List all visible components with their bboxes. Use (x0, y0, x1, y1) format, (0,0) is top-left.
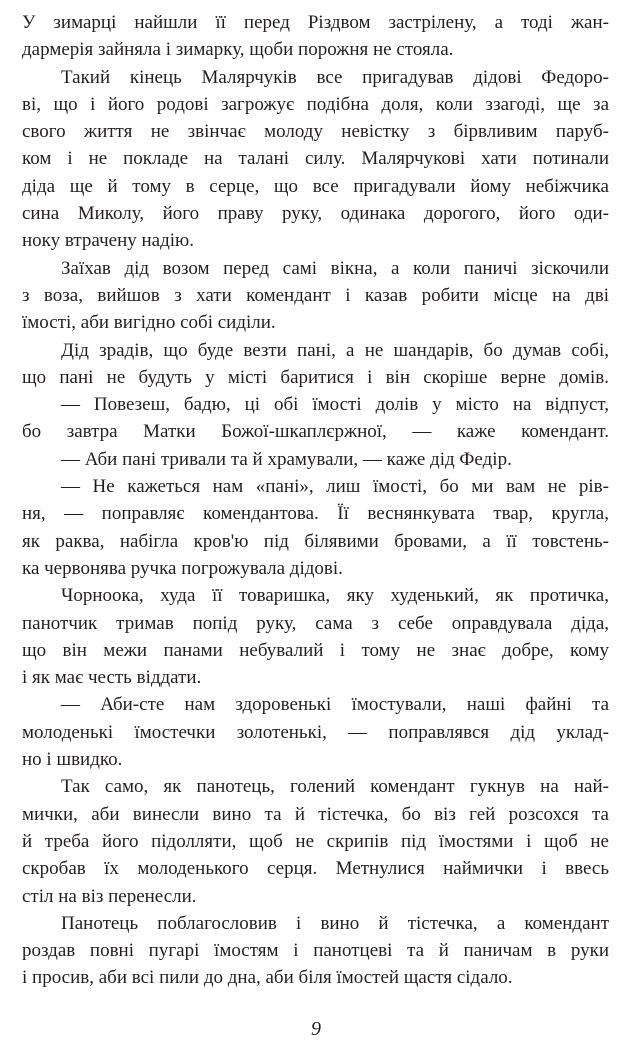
paragraph-6 (22, 446, 609, 473)
text-line: — Повезеш, бадю, ці обі їмості долів у місто на відпуст, (61, 394, 609, 416)
text-line: — Не кажеться нам «пані», лиш їмості, бо ми вам не рів- (61, 476, 609, 498)
text-line: як раква, набігла кров'ю під білявими бровами, а її товстень- (22, 530, 609, 552)
text-line: панотчик тримав попід руку, сама з себе оправдувала діда, (22, 612, 609, 634)
text-line: роздав повні пугарі їмостям і панотцеві та й паничам в руки (22, 940, 609, 962)
text-line: мички, аби винесли вино та й тістечка, бо віз гей розсохся та (22, 803, 609, 825)
paragraph-5 (22, 391, 609, 446)
text-line: Дід зрадів, що буде везти пані, а не шандарів, бо думав собі, (61, 339, 609, 361)
text-line: сина Миколу, його праву руку, одинака дорогого, його оди- (22, 203, 609, 225)
text-line: й треба його підолляти, щоб не скрипів під їмостями і щоб не (22, 830, 609, 852)
text-line: ня, — поправляє комендантова. Її веснянкувата твар, кругла, (22, 503, 609, 525)
text-line: з воза, вийшов з хати комендант і казав робити місце на дві (22, 284, 609, 306)
text-line: Так само, як панотець, голений комендант гукнув на най- (61, 776, 609, 798)
paragraph-7 (22, 473, 609, 582)
text-line: Панотець поблагословив і вино й тістечка, а комендант (61, 912, 609, 934)
paragraph-2 (22, 64, 609, 255)
paragraph-10 (22, 773, 609, 909)
text-line: но і швидко. (22, 749, 123, 771)
paragraph-4 (22, 337, 609, 392)
paragraph-8 (22, 582, 609, 691)
text-line: ві, що і його родові загрожує подібна доля, коли ззагоді, ще за (22, 93, 609, 115)
text-line: скробав їх молоденького серця. Метнулися наймички і ввесь (22, 858, 609, 880)
body-text (22, 9, 609, 992)
text-line: стіл на віз перенесли. (22, 885, 197, 907)
page-number: 9 (311, 1018, 321, 1040)
text-line: Чорноока, худа її товаришка, яку худенький, як протичка, (61, 585, 609, 607)
paragraph-9 (22, 691, 609, 773)
text-line: ка червонява ручка погрожувала дідові. (22, 557, 343, 579)
text-line: свого життя не звінчає молоду невістку з бірвливим паруб- (22, 121, 609, 143)
text-line: бо завтра Матки Божої-шкаплєржної, — каже комендант. (22, 421, 609, 443)
text-line: і просив, аби всі пили до дна, аби біля їмостей щастя сідало. (22, 967, 513, 989)
text-line: діда ще й тому в серце, що все пригадували йому небіжчика (22, 175, 609, 197)
text-line: що він межи панами небувалий і тому не знає добре, кому (22, 639, 609, 661)
text-line: молоденькі їмостечки золотенькі, — поправлявся дід уклад- (22, 721, 609, 743)
text-line: ком і не покладе на талані силу. Малярчукові хати потинали (22, 148, 609, 170)
text-line: дармерія зайняла і зимарку, щоби порожня не стояла. (22, 39, 454, 61)
text-line: і як має честь віддати. (22, 667, 202, 689)
text-line: У зимарці найшли її перед Різдвом застрілену, а тоді жан- (22, 12, 609, 33)
paragraph-11 (22, 910, 609, 992)
paragraph-1 (22, 9, 609, 64)
text-line: ноку втрачену надію. (22, 230, 194, 252)
text-line: — Аби пані тривали та й храмували, — каже дід Федір. (61, 448, 512, 470)
text-line: — Аби-сте нам здоровенькі їмостували, наші файні та (61, 694, 609, 716)
paragraph-3 (22, 255, 609, 337)
text-line: Такий кінець Малярчуків все пригадував дідові Федоро- (61, 66, 609, 88)
text-line: що пані не будуть у місті баритися і він скоріше верне домів. (22, 366, 609, 388)
text-line: Заїхав дід возом перед самі вікна, а коли паничі зіскочили (61, 257, 609, 279)
text-line: їмості, аби вигідно собі сиділи. (22, 312, 276, 334)
